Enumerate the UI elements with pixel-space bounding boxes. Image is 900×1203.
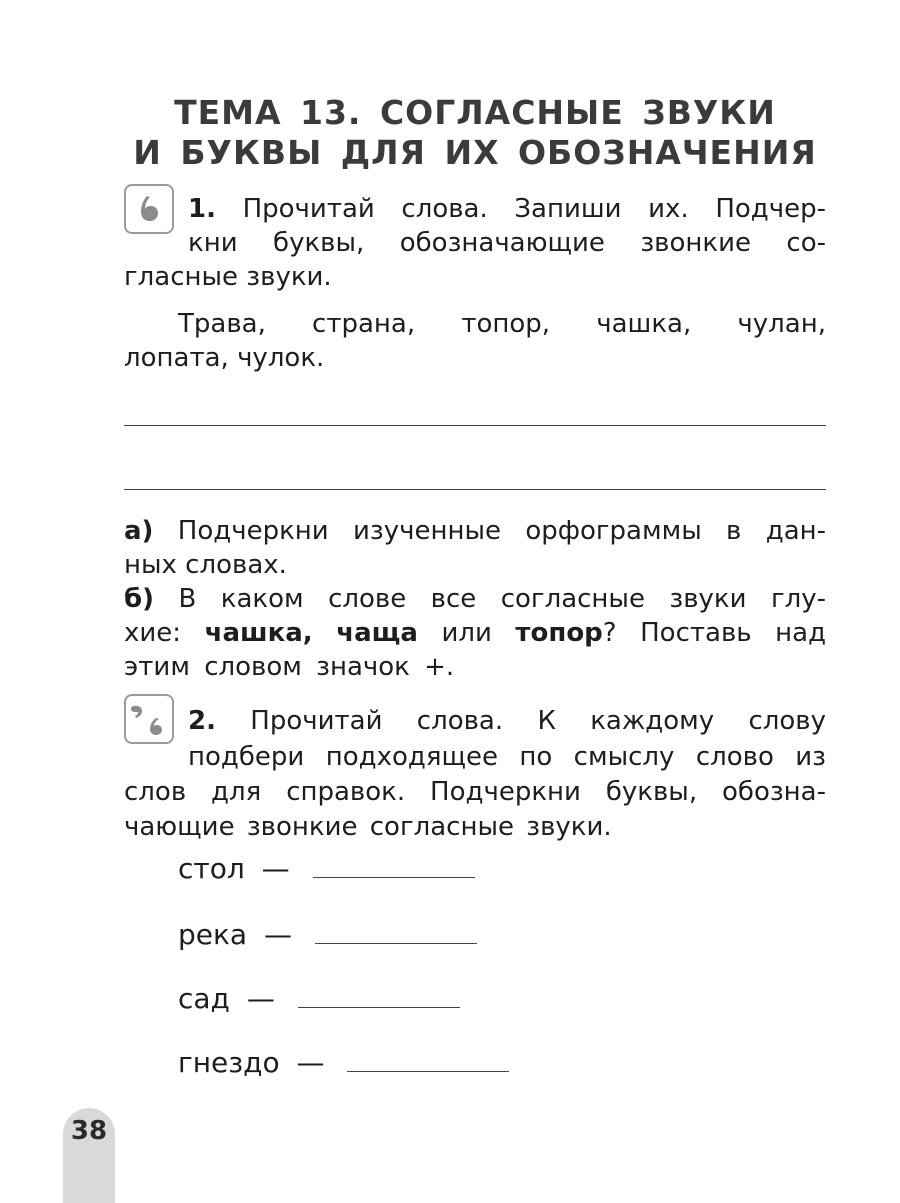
word-row-3 (178, 981, 460, 1017)
exercise-2-instruction-1: Прочитай слова. К каждому слову (250, 706, 826, 736)
exercise-2-text-line4: чающие звонкие согласные звуки. (124, 812, 612, 842)
topic-title-line2: И БУКВЫ ДЛЯ ИХ ОБОЗНАЧЕНИЯ (133, 133, 817, 172)
exercise-1-number: 1. (188, 194, 216, 224)
answer-blank[interactable] (313, 877, 475, 878)
word: гнездо (178, 1046, 280, 1079)
task-a-line2: ных словах. (124, 550, 287, 580)
exercise-2-text-line2: подбери подходящее по смыслу слово из (188, 742, 826, 772)
task-b-word-3: топор (515, 618, 603, 648)
exercise-2-icon-box (124, 694, 174, 744)
exercise-1-instruction-1: Прочитай слова. Запиши их. Подчер- (242, 194, 827, 224)
dash: — (261, 852, 290, 885)
task-b-line2 (124, 616, 826, 650)
task-b-line1 (124, 582, 826, 616)
dash: — (296, 1046, 325, 1079)
exercise-1-text-line1 (188, 192, 826, 226)
comma-9-icon (126, 696, 172, 742)
answer-blank[interactable] (298, 1007, 460, 1008)
task-b-post: ? Поставь над (602, 618, 827, 648)
exercise-1-words-line1: Трава, страна, топор, чашка, чулан, (178, 309, 826, 339)
exercise-1-text-line2: кни буквы, обозначающие звонкие со- (188, 228, 826, 258)
page-number: 38 (70, 1116, 108, 1146)
exercise-2-number: 2. (188, 706, 216, 736)
word: река (178, 918, 248, 951)
word-row-4 (178, 1045, 509, 1081)
exercise-1-text-line3: гласные звуки. (124, 262, 332, 292)
task-b-word-1: чашка, (204, 618, 313, 648)
task-b-or: или (441, 618, 492, 648)
task-b-text: В каком слове все согласные звуки глу- (178, 584, 827, 614)
answer-blank[interactable] (315, 943, 477, 944)
dash: — (246, 982, 275, 1015)
comma-6-icon (126, 186, 172, 232)
task-b-word-2: чаща (336, 618, 418, 648)
exercise-2-text-line1 (188, 704, 826, 738)
task-b-label: б) (124, 584, 155, 614)
task-a-label: а) (124, 516, 154, 546)
topic-title-line1: ТЕМА 13. СОГЛАСНЫЕ ЗВУКИ (174, 93, 776, 132)
word-row-2 (178, 917, 477, 953)
dash: — (263, 918, 292, 951)
task-b-pre: хие: (124, 618, 182, 648)
exercise-2-text-line3: слов для справок. Подчеркни буквы, обозна- (124, 777, 826, 807)
answer-line-1[interactable] (124, 425, 826, 426)
task-b-post-wrap (515, 618, 826, 648)
task-b-line3: этим словом значок +. (124, 652, 455, 682)
word: сад (178, 982, 230, 1015)
task-a-line1 (124, 514, 826, 548)
answer-blank[interactable] (347, 1071, 509, 1072)
task-a-text: Подчеркни изученные орфограммы в дан- (177, 516, 827, 546)
exercise-1-words-line2: лопата, чулок. (124, 343, 325, 373)
exercise-1-icon-box (124, 184, 174, 234)
word: стол (178, 852, 245, 885)
answer-line-2[interactable] (124, 489, 826, 490)
word-row-1 (178, 851, 475, 887)
